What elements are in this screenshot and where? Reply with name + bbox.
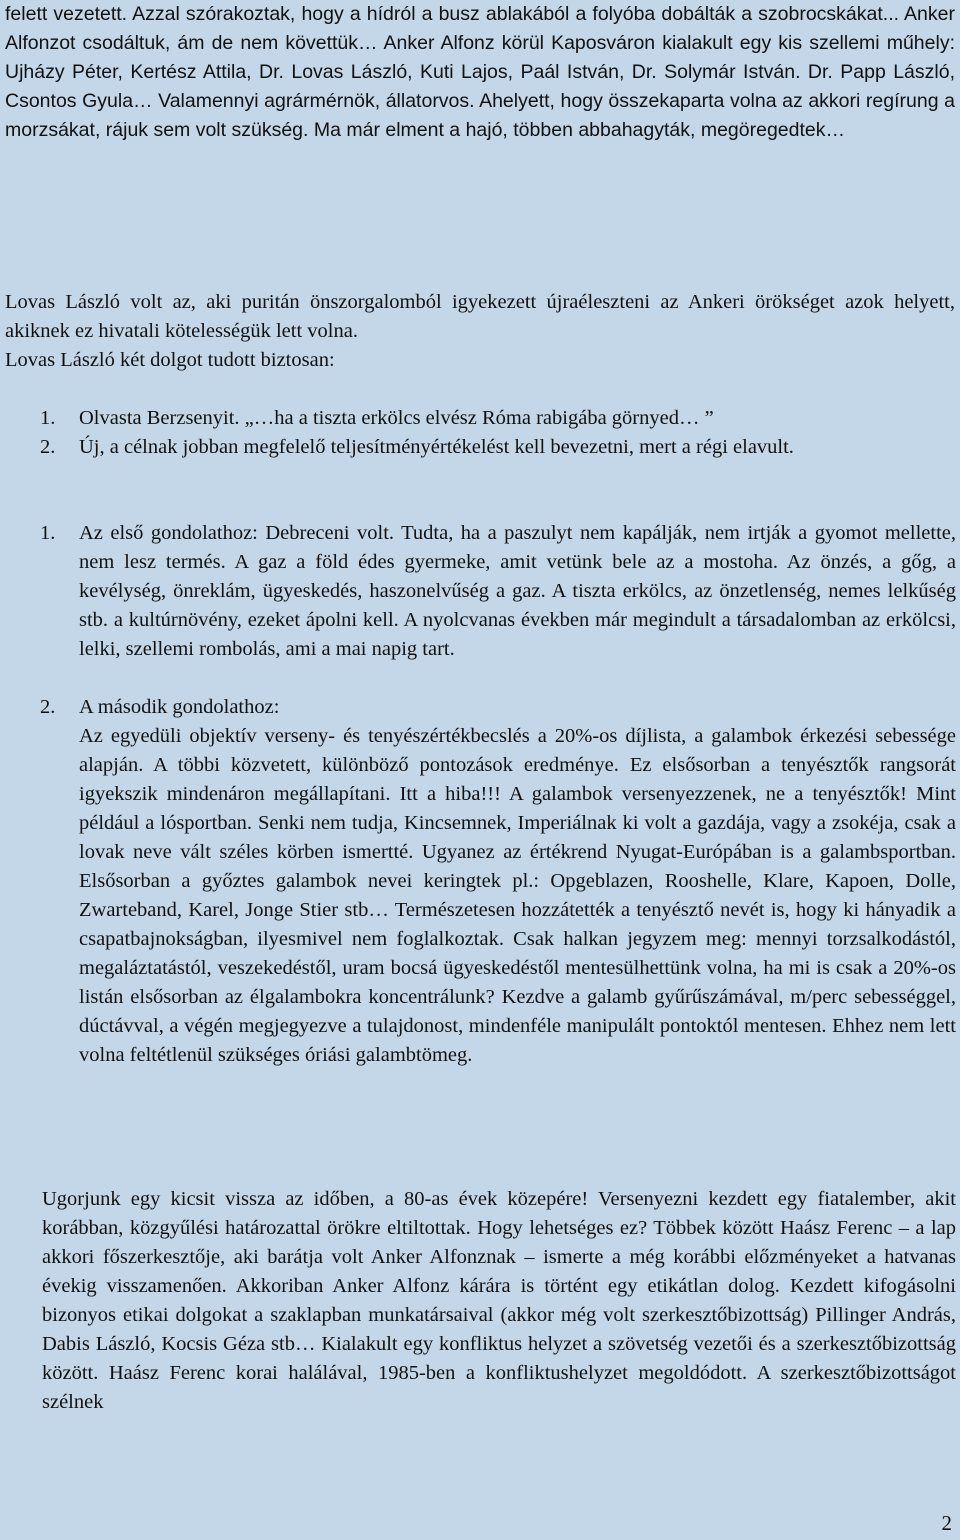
list-item-text: Az egyedüli objektív verseny- és tenyészértékbecslés a 20%-os díjlista, a galambok érkezési sebessége alapján. A többi közvetett, különböző pontozások eredménye. Ez elsősorban a tenyésztők rangsorát igyekszik mindenáron megállapítani. Itt a hiba!!! A galambok versenyezzenek, ne a tenyésztők! Mint például a lósportban. Senki nem tudja, Kincsemnek, Imperiálnak ki volt a gazdája, vagy a zsokéja, csak a lovak neve vált széles körben ismertté. Ugyanez az értékrend Nyugat-Európában is a galambsportban. Elsősorban a győztes galambok nevei keringtek pl.: Opgeblazen, Rooshelle, Klare, Kapoen, Dolle, Zwarteband, Karel, Jonge Stier stb… Természetesen hozzátették a tenyésztő nevét is, hogy ki hányadik a csapatbajnokságban, ilyesmivel nem foglalkoztak. Csak halkan jegyzem meg: mennyi torzsalkodástól, megaláztatástól, veszekedéstől, uram bocsá ügyeskedéstől mentesülhettünk volna, ha mi is csak a 20%-os listán elsősorban az élgalambokra koncentrálunk? Kezdve a galamb gyűrűszámával, m/perc sebességgel, dúctávval, a végén megjegyezve a tulajdonost, mindenféle manipulált pontoktól mentesen. Ehhez nem lett volna feltétlenül szükséges óriási galambtömeg.: [79, 725, 956, 1066]
list-item-text: Olvasta Berzsenyit. „…ha a tiszta erkölcs elvész Róma rabigába görnyed… ”: [79, 407, 714, 429]
list-number: 1.: [40, 407, 56, 429]
final-paragraph-text: Ugorjunk egy kicsit vissza az időben, a 80-as évek közepére! Versenyezni kezdett egy fiatalember, akit korábban, közgyűlési határozattal örökre eltiltottak. Hogy lehetséges ez? Többek között Haász Ferenc – a lap akkori főszerkesztője, aki barátja volt Anker Alfonznak – ismerte a még korábbi előzményeket a hatvanas évekig visszamenően. Akkoriban Anker Alfonz kárára is történt egy etikátlan dolog. Kezdett kifogásolni bizonyos etikai dolgokat a szaklapban munkatársaival (akkor még volt szerkesztőbizottság) Pillinger András, Dabis László, Kocsis Géza stb… Kialakult egy konfliktus helyzet a szövetség vezetői és a szerkesztőbizottság között. Haász Ferenc korai halálával, 1985-ben a konfliktushelyzet megoldódott. A szerkesztőbizottságot szélnek: [42, 1188, 956, 1413]
list-number: 2.: [40, 696, 56, 718]
list-number: 1.: [40, 522, 56, 544]
list-two-item: [40, 693, 956, 1070]
intro-paragraph: [5, 0, 955, 145]
page-number: 2: [941, 1511, 952, 1535]
list-one-item: [40, 433, 956, 462]
list-item-text: Az első gondolathoz: Debreceni volt. Tudta, ha a paszulyt nem kapálják, nem irtják a gyomot mellette, nem lesz termés. A gaz a föld édes gyermeke, amit vetünk bele az a mostoha. Az önzés, a gőg, a kevélység, önreklám, ügyeskedés, haszonelvűség a gaz. A tiszta erkölcs, az önzetlenség, nemes lelkűség stb. a kultúrnövény, ezeket ápolni kell. A nyolcvanas években már megindult a társadalomban az erkölcsi, lelki, szellemi rombolás, ami a mai napig tart.: [79, 522, 956, 660]
lovas-two-things-text: Lovas László két dolgot tudott biztosan:: [5, 349, 335, 371]
lovas-paragraph-text: Lovas László volt az, aki puritán önszorgalomból igyekezett újraéleszteni az Ankeri örökséget azok helyett, akiknek ez hivatali kötelességük lett volna.: [5, 291, 955, 342]
lovas-paragraph: [5, 288, 955, 346]
list-number: 2.: [40, 436, 56, 458]
list-item-heading: A második gondolathoz:: [79, 696, 280, 718]
intro-text: felett vezetett. Azzal szórakoztak, hogy a hídról a busz ablakából a folyóba dobálták a szobrocskákat... Anker Alfonzot csodáltuk, ám de nem követtük… Anker Alfonz körül Kaposváron kialakult egy kis szellemi műhely: Ujházy Péter, Kertész Attila, Dr. Lovas László, Kuti Lajos, Paál István, Dr. Solymár István. Dr. Papp László, Csontos Gyula… Valamennyi agrármérnök, állatorvos. Ahelyett, hogy összekaparta volna az akkori regírung a morzsákat, rájuk sem volt szükség. Ma már elment a hajó, többen abbahagyták, megöregedtek…: [5, 3, 955, 141]
lovas-two-things: [5, 346, 955, 375]
final-paragraph: [42, 1185, 956, 1417]
list-item-text: Új, a célnak jobban megfelelő teljesítményértékelést kell bevezetni, mert a régi elavult.: [79, 436, 794, 458]
list-one-item: [40, 404, 956, 433]
list-two-item: [40, 519, 956, 664]
